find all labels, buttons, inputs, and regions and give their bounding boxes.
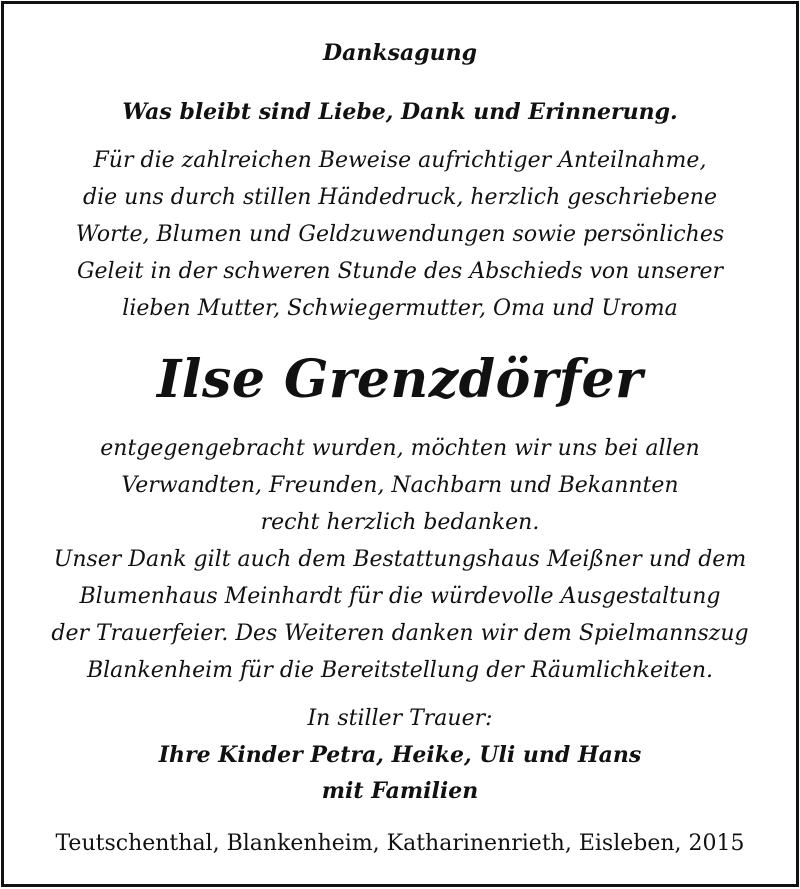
places-year: Teutschenthal, Blankenheim, Katharinenrieth, Eisleben, 2015: [55, 831, 745, 856]
intro-line-5: lieben Mutter, Schwiegermutter, Oma und Uroma: [122, 296, 678, 321]
thanks-line-3: recht herzlich bedanken.: [260, 510, 540, 535]
thanks-line-7: Blankenheim für die Bereitstellung der Räumlichkeiten.: [86, 658, 714, 683]
intro-line-3: Worte, Blumen und Geldzuwendungen sowie persönliches: [75, 222, 725, 247]
mourning-label: In stiller Trauer:: [307, 706, 493, 731]
obituary-frame: [1, 1, 799, 887]
family-line-1: Ihre Kinder Petra, Heike, Uli und Hans: [158, 742, 642, 768]
deceased-name: Ilse Grenzdörfer: [156, 349, 644, 410]
thanks-line-1: entgegengebracht wurden, möchten wir uns bei allen: [100, 436, 700, 461]
family-line-2: mit Familien: [321, 778, 479, 804]
thanks-line-6: der Trauerfeier. Des Weiteren danken wir dem Spielmannszug: [51, 621, 749, 646]
motto: Was bleibt sind Liebe, Dank und Erinnerung.: [122, 99, 678, 125]
thanks-line-5: Blumenhaus Meinhardt für die würdevolle Ausgestaltung: [79, 584, 721, 609]
thanks-line-2: Verwandten, Freunden, Nachbarn und Bekannten: [121, 473, 679, 498]
heading: Danksagung: [323, 40, 477, 66]
intro-line-1: Für die zahlreichen Beweise aufrichtiger Anteilnahme,: [93, 148, 707, 173]
intro-line-4: Geleit in der schweren Stunde des Abschieds von unserer: [76, 259, 724, 284]
intro-line-2: die uns durch stillen Händedruck, herzlich geschriebene: [82, 185, 717, 210]
thanks-line-4: Unser Dank gilt auch dem Bestattungshaus Meißner und dem: [53, 547, 747, 572]
